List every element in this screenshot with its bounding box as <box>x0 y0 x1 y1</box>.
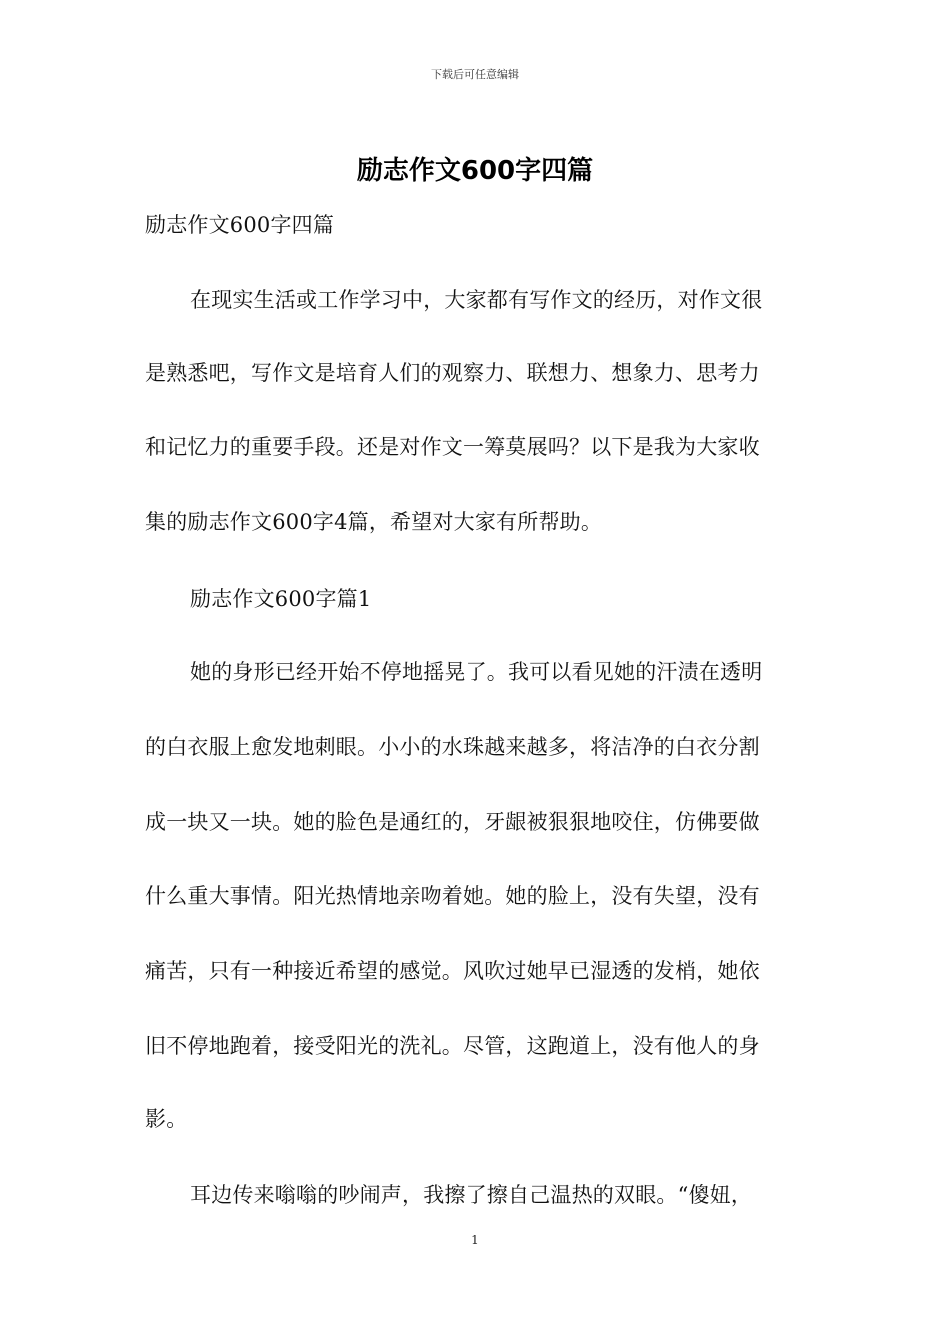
paragraph-line: 是熟悉吧，写作文是培育人们的观察力、联想力、想象力、思考力 <box>145 361 760 385</box>
paragraph-line: 的白衣服上愈发地刺眼。小小的水珠越来越多，将洁净的白衣分割 <box>145 735 760 759</box>
paragraph-line: 痛苦，只有一种接近希望的感觉。风吹过她早已湿透的发梢，她依 <box>145 959 760 983</box>
header-note: 下载后可任意编辑 <box>431 68 519 81</box>
paragraph-line: 和记忆力的重要手段。还是对作文一筹莫展吗？以下是我为大家收 <box>145 435 760 459</box>
paragraph-line: 她的身形已经开始不停地摇晃了。我可以看见她的汗渍在透明 <box>190 660 763 684</box>
document-title: 励志作文600字四篇 <box>356 156 594 186</box>
paragraph-line: 在现实生活或工作学习中，大家都有写作文的经历，对作文很 <box>190 288 763 312</box>
page-number: 1 <box>471 1233 479 1247</box>
paragraph-line: 耳边传来嗡嗡的吵闹声，我擦了擦自己温热的双眼。“傻妞， <box>190 1183 753 1207</box>
paragraph-line: 旧不停地跑着，接受阳光的洗礼。尽管，这跑道上，没有他人的身 <box>145 1034 760 1058</box>
paragraph-line: 影。 <box>145 1107 188 1131</box>
paragraph-line: 成一块又一块。她的脸色是通红的，牙龈被狠狠地咬住，仿佛要做 <box>145 810 760 834</box>
paragraph-line: 什么重大事情。阳光热情地亲吻着她。她的脸上，没有失望，没有 <box>145 884 760 908</box>
section-heading: 励志作文600字篇1 <box>190 587 372 611</box>
paragraph-line: 集的励志作文600字4篇，希望对大家有所帮助。 <box>145 510 603 534</box>
document-subtitle: 励志作文600字四篇 <box>145 213 335 237</box>
